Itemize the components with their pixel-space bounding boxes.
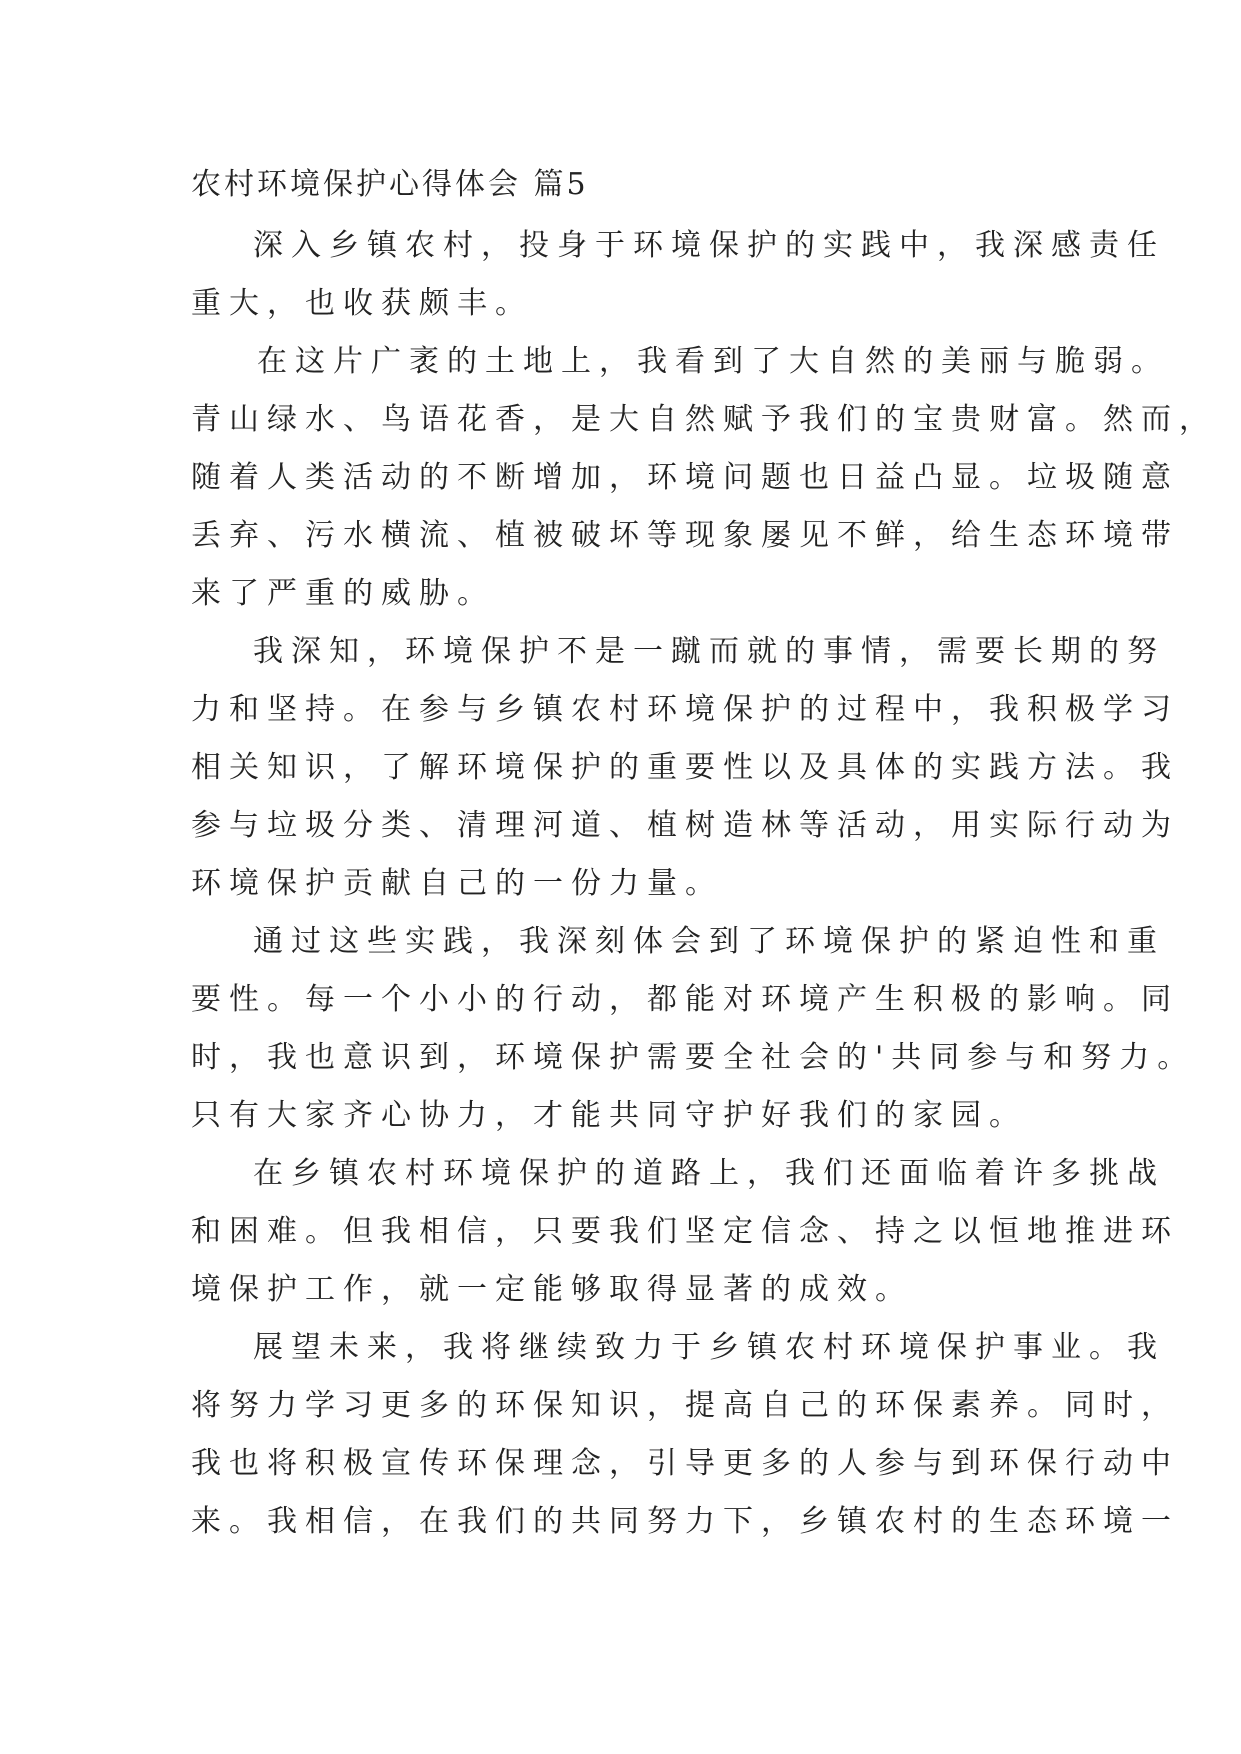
paragraph-line: 青山绿水、鸟语花香，是大自然赋予我们的宝贵财富。然而， [191, 402, 1217, 437]
paragraph-line: 和困难。但我相信，只要我们坚定信念、持之以恒地推进环 [191, 1214, 1179, 1249]
paragraph-line: 相关知识，了解环境保护的重要性以及具体的实践方法。我 [191, 750, 1179, 785]
paragraph-line: 通过这些实践，我深刻体会到了环境保护的紧迫性和重 [253, 924, 1165, 959]
paragraph-line: 参与垃圾分类、清理河道、植树造林等活动，用实际行动为 [191, 808, 1179, 843]
paragraph-line: 环境保护贡献自己的一份力量。 [191, 866, 723, 901]
paragraph-line: 时，我也意识到，环境保护需要全社会的'共同参与和努力。 [191, 1040, 1196, 1075]
paragraph-line: 我也将积极宣传环保理念，引导更多的人参与到环保行动中 [191, 1446, 1179, 1481]
paragraph-line: 重大，也收获颇丰。 [191, 286, 533, 321]
paragraph-line: 展望未来，我将继续致力于乡镇农村环境保护事业。我 [253, 1330, 1165, 1365]
paragraph-line: 在这片广袤的土地上，我看到了大自然的美丽与脆弱。 [257, 344, 1169, 379]
paragraph-line: 境保护工作，就一定能够取得显著的成效。 [191, 1272, 913, 1307]
paragraph-line: 丢弃、污水横流、植被破坏等现象屡见不鲜，给生态环境带 [191, 518, 1179, 553]
paragraph-line: 我深知，环境保护不是一蹴而就的事情，需要长期的努 [253, 634, 1165, 669]
document-title: 农村环境保护心得体会 篇5 [191, 167, 589, 202]
paragraph-line: 将努力学习更多的环保知识，提高自己的环保素养。同时， [191, 1388, 1179, 1423]
paragraph-line: 力和坚持。在参与乡镇农村环境保护的过程中，我积极学习 [191, 692, 1179, 727]
paragraph-line: 要性。每一个小小的行动，都能对环境产生积极的影响。同 [191, 982, 1179, 1017]
paragraph-line: 随着人类活动的不断增加，环境问题也日益凸显。垃圾随意 [191, 460, 1179, 495]
paragraph-line: 来了严重的威胁。 [191, 576, 495, 611]
paragraph-line: 只有大家齐心协力，才能共同守护好我们的家园。 [191, 1098, 1027, 1133]
paragraph-line: 深入乡镇农村，投身于环境保护的实践中，我深感责任 [253, 228, 1165, 263]
paragraph-line: 在乡镇农村环境保护的道路上，我们还面临着许多挑战 [253, 1156, 1165, 1191]
paragraph-line: 来。我相信，在我们的共同努力下，乡镇农村的生态环境一 [191, 1504, 1179, 1539]
